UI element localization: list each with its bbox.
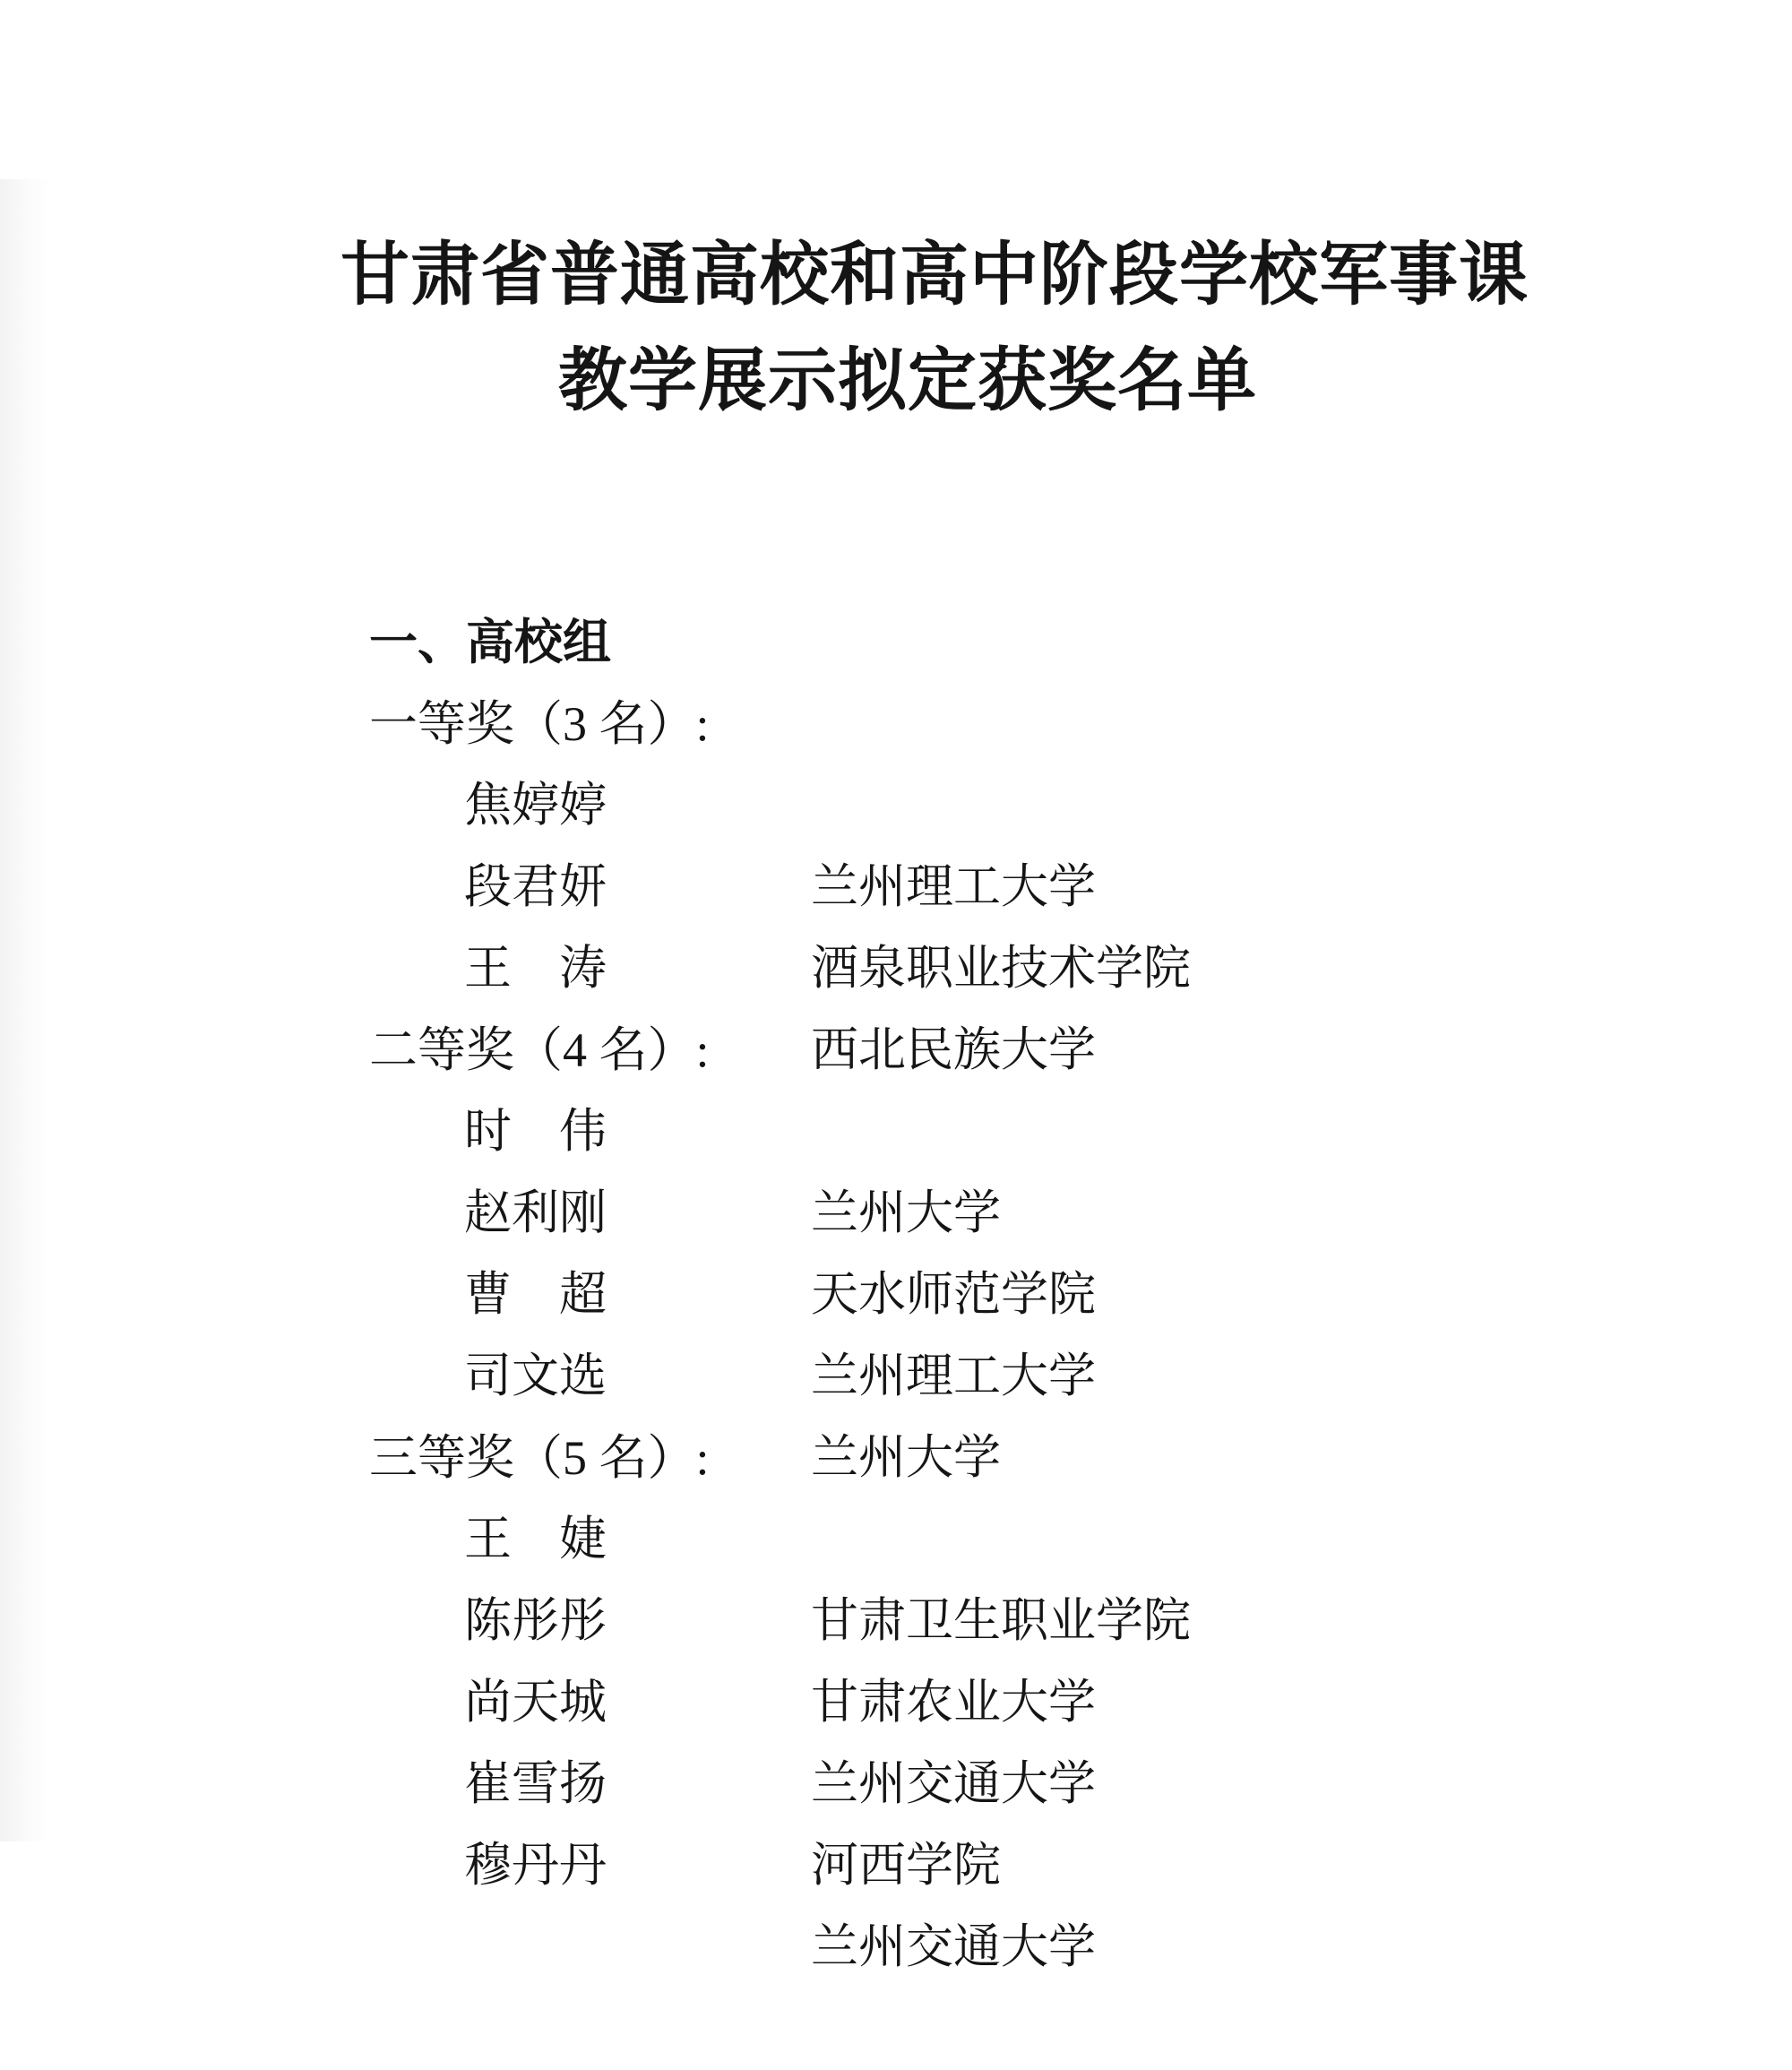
winner-name: 王 婕 bbox=[464, 1514, 607, 1565]
winner-school: 兰州大学 bbox=[811, 1187, 1001, 1239]
winner-school: 甘肃卫生职业学院 bbox=[811, 1595, 1191, 1647]
winner-name: 穆丹丹 bbox=[464, 1840, 607, 1892]
winner-school: 河西学院 bbox=[811, 1840, 1001, 1892]
winner-school: 兰州理工大学 bbox=[811, 861, 1096, 913]
winner-name: 时 伟 bbox=[464, 1106, 607, 1158]
group-1-label-row bbox=[0, 602, 1792, 751]
title-line-1: 甘肃省普通高校和高中阶段学校军事课 bbox=[340, 237, 1529, 314]
winner-name: 曹 超 bbox=[464, 1269, 607, 1321]
winner-name: 赵利刚 bbox=[464, 1187, 607, 1239]
winner-school: 兰州交通大学 bbox=[811, 1921, 1096, 1973]
title-line-2: 教学展示拟定获奖名单 bbox=[558, 342, 1257, 419]
section-heading: 一、高校组 bbox=[369, 616, 611, 669]
winner-school: 兰州理工大学 bbox=[811, 1350, 1096, 1402]
document-title bbox=[340, 222, 1529, 434]
winner-school: 天水师范学院 bbox=[811, 1269, 1096, 1321]
winner-school: 兰州大学 bbox=[811, 1432, 1001, 1484]
group-1-label: 一等奖（3 名）: bbox=[369, 697, 710, 751]
winner-name: 王 涛 bbox=[464, 943, 607, 995]
group-2-label: 二等奖（4 名）: bbox=[369, 1023, 710, 1077]
winner-school: 甘肃农业大学 bbox=[811, 1677, 1096, 1729]
winner-name: 焦婷婷 bbox=[464, 780, 607, 832]
winner-school: 兰州交通大学 bbox=[811, 1758, 1096, 1810]
section-heading-row bbox=[0, 521, 1792, 669]
group-3-label: 三等奖（5 名）: bbox=[369, 1431, 710, 1485]
award-list bbox=[0, 521, 1792, 1973]
winner-school: 酒泉职业技术学院 bbox=[811, 943, 1191, 995]
winner-school: 西北民族大学 bbox=[811, 1024, 1096, 1076]
winner-name: 崔雪扬 bbox=[464, 1758, 607, 1810]
winner-name: 尚天城 bbox=[464, 1677, 607, 1729]
winner-name: 段君妍 bbox=[464, 861, 607, 913]
winner-name: 司文选 bbox=[464, 1350, 607, 1402]
winner-name: 陈彤彤 bbox=[464, 1595, 607, 1647]
